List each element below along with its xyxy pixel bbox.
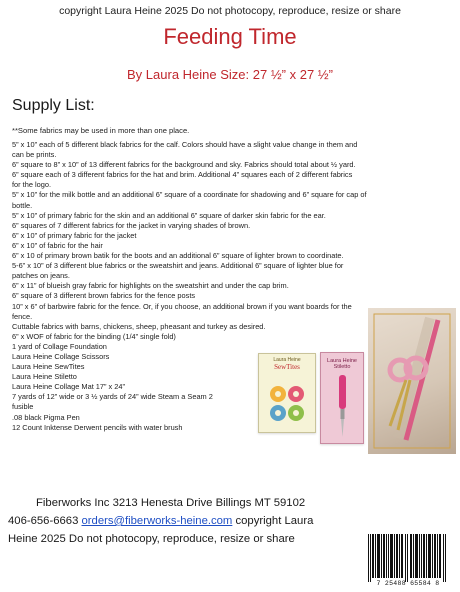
list-item: bottle. [12,200,33,210]
list-item: 7 yards of 12” wide or 3 ½ yards of 24” wide Steam a Seam 2 [12,392,213,402]
list-item: Laura Heine Collage Mat 17” x 24” [12,382,125,392]
footer-contact [8,515,313,527]
flower-clips-icon [259,354,315,432]
list-item: Laura Heine Stiletto [12,372,77,382]
list-item: patches on jeans. [12,271,70,281]
list-item: 6” squares of 7 different fabrics for the jacket in varying shades of brown. [12,220,251,230]
top-copyright: copyright Laura Heine 2025 Do not photocopy, reproduce, resize or share [59,5,401,17]
list-item: can be prints. [12,150,57,160]
list-item: 6” square of 3 different brown fabrics for the fence posts [12,291,196,301]
list-item: for the logo. [12,180,52,190]
list-item: 6” square to 8” x 10” of 13 different fabrics for the background and sky. Fabrics should total about ½ yard. [12,160,356,170]
scissors-photo [368,308,456,454]
stiletto-package-image [320,352,364,444]
stiletto-tool-icon [321,353,363,443]
stiletto-label: Laura Heine Stiletto [327,358,357,370]
list-item: fusible [12,402,34,412]
list-item: 10” x 6” of barbwire fabric for the fence. Or, if you choose, an additional brown if you want boards for the [12,301,352,311]
sewtites-brand: Laura Heine [273,357,301,363]
supply-heading: Supply List: [12,97,95,114]
list-item: .08 black Pigma Pen [12,412,80,422]
supply-note: **Some fabrics may be used in more than one place. [12,126,190,135]
list-item: Laura Heine SewTites [12,362,85,372]
list-item: fence. [12,311,33,321]
list-item: 6” x WOF of fabric for the binding (1/4” single fold) [12,331,176,341]
footer-copyright: Heine 2025 Do not photocopy, reproduce, resize or share [8,533,295,545]
page-title: Feeding Time [163,24,297,49]
sewtites-package-image [258,353,316,433]
list-item: Laura Heine Collage Scissors [12,351,110,361]
sewtites-name: SewTites [274,363,300,371]
list-item: 6” square each of 3 different fabrics for the hat and brim. Additional 4” squares each of 2 different fabrics [12,170,353,180]
list-item: Cuttable fabrics with barns, chickens, sheep, pheasant and turkey as desired. [12,321,266,331]
list-item: 5” x 10” for the milk bottle and an additional 6” square of a coordinate for shadowing and 6” square for cap of [12,190,367,200]
barcode-number: 7 25488 65584 8 [376,580,440,587]
list-item: 6” x 10 of primary brown batik for the boots and an additional 6” square of lighter brown to coordinate. [12,251,344,261]
list-item: 6” x 10” of fabric for the hair [12,240,103,250]
list-item: 6” x 11” of blueish gray fabric for highlights on the sweatshirt and under the cap brim. [12,281,289,291]
email-link[interactable]: orders@fiberworks-heine.com [81,515,233,527]
list-item: 5-6” x 10” of 3 different blue fabrics or the sweatshirt and jeans. Additional 6” square of lighter blue for [12,261,344,271]
list-item: 5” x 10” each of 5 different black fabrics for the calf. Colors should have a slight value change in them and [12,140,358,149]
list-item: 6” x 10” of primary fabric for the jacket [12,230,137,240]
footer-phone: 406-656-6663 [8,515,79,527]
byline: By Laura Heine Size: 27 ½” x 27 ½” [127,67,333,82]
scissors-icon [368,308,456,454]
footer-address: Fiberworks Inc 3213 Henesta Drive Billings MT 59102 [36,497,306,509]
footer-copyright-tail: copyright Laura [235,515,314,527]
list-item: 1 yard of Collage Foundation [12,341,107,351]
list-item: 12 Count Inktense Derwent pencils with water brush [12,422,183,432]
list-item: 5” x 10” of primary fabric for the skin and an additional 6” square of darker skin fabric for the ear. [12,210,326,220]
